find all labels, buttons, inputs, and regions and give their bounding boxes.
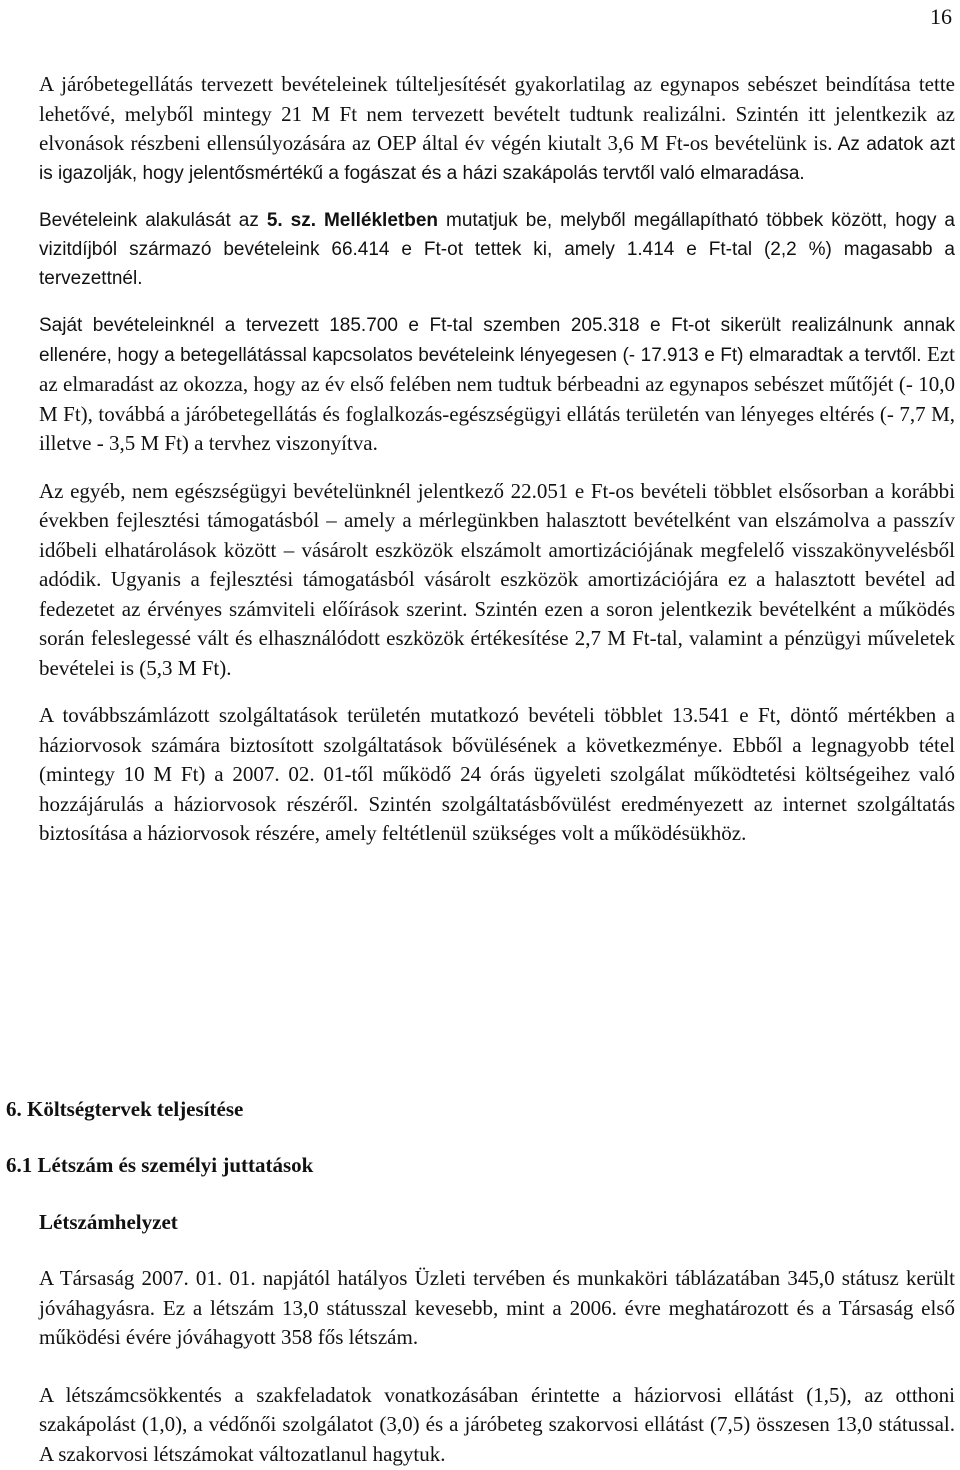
paragraph-revenue-annex [39, 206, 955, 293]
section-heading-6: 6. Költségtervek teljesítése [6, 1097, 244, 1121]
subheading-headcount: Létszámhelyzet [39, 1210, 178, 1234]
section-heading-6-1: 6.1 Létszám és személyi juttatások [6, 1153, 314, 1177]
paragraph-own-revenue [39, 311, 955, 459]
paragraph-text: Ezt az elmaradást az okozza, hogy az év első felében nem tudtuk bérbeadni az egynapos sebészet műtőjét (- 10,0 M Ft), továbbá a járóbetegellátás és foglalkozás-egészségügyi ellátás területén van lényeges eltérés (- 7,7 M, illetve - 3,5 M Ft) a tervhez viszonyítva. [39, 342, 955, 455]
paragraph-outpatient-revenue [39, 70, 955, 188]
annex-reference: 5. sz. Mellékletben [266, 210, 439, 231]
paragraph-text: A járóbetegellátás tervezett bevételeinek túlteljesítését gyakorlatilag az egynapos sebészet beindítása tette lehetővé, melyből mintegy 21 M Ft nem tervezett bevételt tudtunk realizálni. Szintén itt jelentkezik az elvonások részbeni ellensúlyozására az OEP által év végén kiutalt 3,6 M Ft-os bevételünk is. [39, 72, 955, 155]
body-text-headcount [39, 1264, 955, 1469]
paragraph-headcount-reduction: A létszámcsökkentés a szakfeladatok vonatkozásában érintette a háziorvosi ellátást (1,5), az otthoni szakápolást (1,0), a védőnői szolgálatot (3,0) és a járóbeteg szakorvosi ellátást (7,5) összesen 13,0 státussal. A szakorvosi létszámokat változatlanul hagytuk. [39, 1382, 955, 1466]
paragraph-text: Bevételeink alakulását az [39, 210, 267, 231]
paragraph-other-revenue: Az egyéb, nem egészségügyi bevételünknél jelentkező 22.051 e Ft-os bevételi többlet elsősorban a korábbi években fejlesztési támogatásból – amely a mérlegünkben halasztott bevételként van elszámolva a passzív időbeli elhatárolások között – vásárolt eszközök elszámolt amortizációjának megfelelő visszakönyvelésből adódik. Ugyanis a fejlesztési támogatásból vásárolt eszközök amortizációjára ez a halasztott bevétel ad fedezetet az érvényes számviteli előírások szerint. Szintén ezen a soron jelentkezik bevételként a működés során feleslegessé vált és elhasználódott eszközök értékesítése 2,7 M Ft-tal, valamint a pénzügyi műveletek bevételei is (5,3 M Ft). [39, 478, 955, 680]
paragraph-text: Saját bevételeinknél a tervezett 185.700 e Ft-tal szemben 205.318 e Ft-ot sikerült realizálnunk annak ellenére, hogy a betegellátással kapcsolatos bevételeink lényegesen (- 17.913 e Ft) elmaradtak a tervtől. [39, 315, 955, 366]
paragraph-text: Az adatok azt is igazolják, hogy jelentősmértékű a fogászat és a házi szakápolás tervtől való elmaradása. [39, 134, 956, 184]
paragraph-text: mutatjuk be, melyből megállapítható többek között, hogy a vizitdíjból származó bevételeink 66.414 e Ft-ot tettek ki, amely 1.414 e Ft-tal (2,2 %) magasabb a tervezettnél. [39, 210, 955, 289]
paragraph-rebilled-services: A továbbszámlázott szolgáltatások területén mutatkozó bevételi többlet 13.541 e Ft, döntő mértékben a háziorvosok számára biztosított szolgáltatások bővülésének a következménye. Ebből a legnagyobb tétel (mintegy 10 M Ft) a 2007. 02. 01-től működő 24 órás ügyeleti szolgálat működtetési költségeihez való hozzájárulás a háziorvosok részéről. Szintén szolgáltatásbővülést eredményezett az internet szolgáltatás biztosítása a háziorvosok részére, amely feltétlenül szükséges volt a működésükhöz. [39, 703, 955, 845]
body-text [39, 70, 955, 849]
page-number: 16 [930, 4, 952, 29]
paragraph-headcount-plan: A Társaság 2007. 01. 01. napjától hatályos Üzleti tervében és munkaköri táblázatában 345,0 státusz került jóváhagyásra. Ez a létszám 13,0 státusszal kevesebb, mint a 2006. évre meghatározott és a Társaság első működési évére jóváhagyott 358 fős létszám. [39, 1266, 955, 1349]
